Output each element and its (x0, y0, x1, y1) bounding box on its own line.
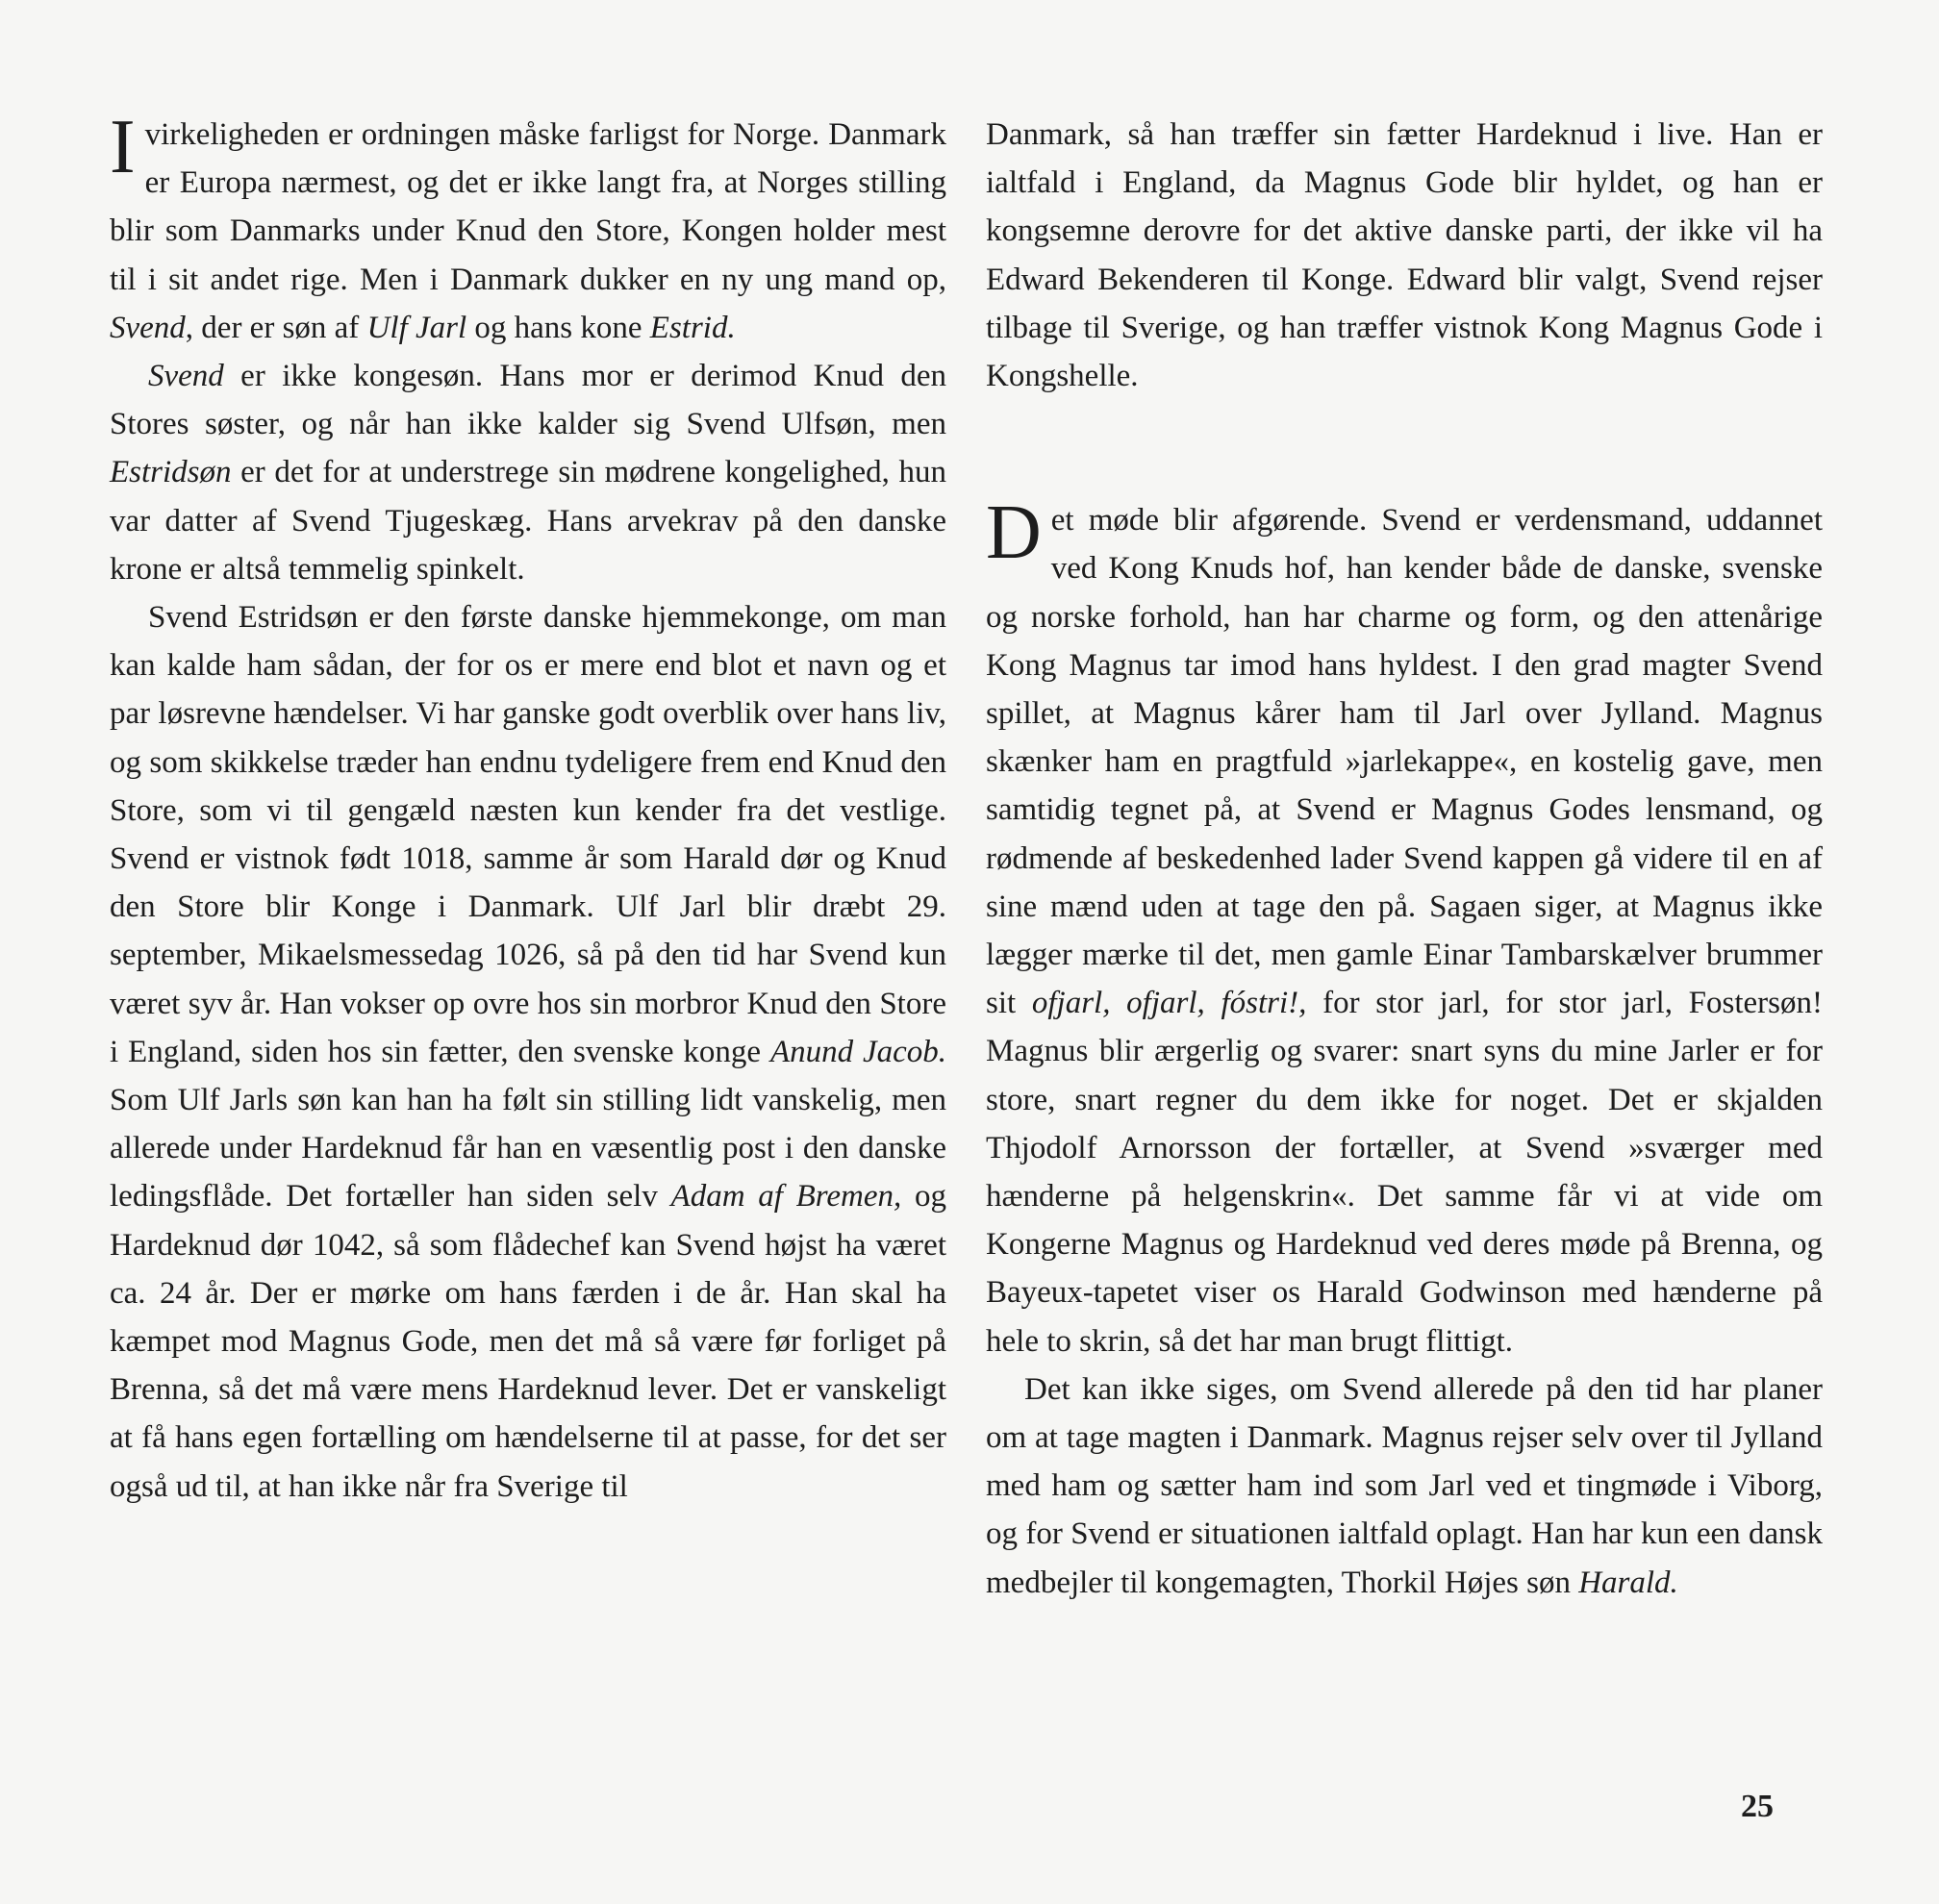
paragraph (110, 593, 946, 1511)
italic-name: Svend (148, 359, 224, 394)
paragraph-text: er det for at understrege sin mødrene kongelighed, hun var datter af Svend Tjugeskæg. Hans arvekrav på den danske krone er altså temmelig spinkelt. (110, 455, 946, 587)
paragraph (110, 352, 946, 593)
paragraph-text: Svend Estridsøn er den første danske hjemmekonge, om man kan kalde ham sådan, der for os er mere end blot et navn og et par løsrevne hændelser. Vi har ganske godt overblik over hans liv, og som skikkelse træder han endnu tydeligere frem end Knud den Store, som vi til gengæld næsten kun kender fra det vestlige. Svend er vistnok født 1018, samme år som Harald dør og Knud den Store blir Konge i Danmark. Ulf Jarl blir dræbt 29. september, Mikaelsmessedag 1026, så på den tid har Svend kun været syv år. Han vokser op ovre hos sin morbror Knud den Store i England, siden hos sin fætter, den svenske konge (110, 600, 946, 1069)
paragraph-text: og Hardeknud dør 1042, så som flådechef kan Svend højst ha været ca. 24 år. Der er mørke om hans færden i de år. Han skal ha kæmpet mod Magnus Gode, men det må så være før forliget på Brenna, så det må være mens Hardeknud lever. Det er vanskeligt at få hans egen fortælling om hændelserne til at passe, for det ser også ud til, at han ikke når fra Sverige til (110, 1179, 946, 1504)
paragraph-text: er ikke kongesøn. Hans mor er derimod Knud den Stores søster, og når han ikke kalder sig Svend Ulfsøn, men (110, 359, 946, 442)
drop-cap: I (110, 105, 136, 189)
italic-name: Harald. (1578, 1565, 1678, 1600)
paragraph (986, 1365, 1823, 1607)
paragraph (110, 105, 946, 352)
paragraph-text: for stor jarl, for stor jarl, Fostersøn! Magnus blir ærgerlig og svarer: snart syns du mine Jarler er for store, snart regner du dem ikke for noget. Det er skjalden Thjodolf Arnorsson der fortæller, at Svend »sværger med hænderne på helgenskrin«. Det samme får vi at vide om Kongerne Magnus og Hardeknud ved deres møde på Brenna, og Bayeux-tapetet viser os Harald Godwinson med hænderne på hele to skrin, så det har man brugt flittigt. (986, 986, 1823, 1359)
italic-name: Adam af Bremen, (670, 1179, 902, 1215)
italic-name: Ulf Jarl (366, 310, 467, 345)
italic-name: Estrid. (649, 310, 736, 345)
right-text-column (986, 111, 1823, 1607)
paragraph (986, 111, 1823, 400)
italic-quote: ofjarl, ofjarl, fóstri!, (1031, 986, 1307, 1021)
paragraph-text: Det kan ikke siges, om Svend allerede på den tid har planer om at tage magten i Danmark. Magnus rejser selv over til Jylland med ham og sætter ham ind som Jarl ved et tingmøde i Viborg, og for Svend er situationen ialtfald oplagt. Han har kun een dansk medbejler til kongemagten, Thorkil Højes søn (986, 1371, 1823, 1600)
italic-name: Svend (110, 310, 186, 345)
paragraph-text: virkeligheden er ordningen måske farligst for Norge. Danmark er Europa nærmest, og det er ikke langt fra, at Norges stilling blir som Danmarks under Knud den Store, Kongen holder mest til i sit andet rige. Men i Danmark dukker en ny ung mand op, (110, 117, 946, 297)
left-text-column (110, 105, 947, 1511)
paragraph-text: Danmark, så han træffer sin fætter Hardeknud i live. Han er ialtfald i England, da Magnus Gode blir hyldet, og han er kongsemne derovre for det aktive danske parti, der ikke vil ha Edward Bekenderen til Konge. Edward blir valgt, Svend rejser tilbage til Sverige, og han træffer vistnok Kong Magnus Gode i Kongshelle. (986, 117, 1823, 394)
italic-name: Anund Jacob. (769, 1034, 947, 1069)
italic-name: Estridsøn (110, 455, 232, 490)
paragraph-text: et møde blir afgørende. Svend er verdensmand, uddannet ved Kong Knuds hof, han kender både de danske, svenske og norske forhold, han har charme og form, og den attenårige Kong Magnus tar imod hans hyldest. I den grad magter Svend spillet, at Magnus kårer ham til Jarl over Jylland. Magnus skænker ham en pragtfuld »jarlekappe«, en kostelig gave, men samtidig tegnet på, at Svend er Magnus Godes lensmand, og rødmende af beskedenhed lader Svend kappen gå videre til en af sine mænd uden at tage den på. Sagaen siger, at Magnus ikke lægger mærke til det, men gamle Einar Tambarskælver brummer sit (986, 503, 1823, 1021)
drop-cap: D (986, 490, 1042, 576)
paragraph-text: og hans kone (466, 310, 650, 345)
paragraph-text: , der er søn af (185, 310, 367, 345)
paragraph (986, 490, 1823, 1365)
paragraph-text: Som Ulf Jarls søn kan han ha følt sin stilling lidt vanskelig, men allerede under Hardeknud får han en væsentlig post i den danske ledingsflåde. Det fortæller han siden selv (110, 1083, 946, 1215)
page-number: 25 (1741, 1789, 1774, 1824)
